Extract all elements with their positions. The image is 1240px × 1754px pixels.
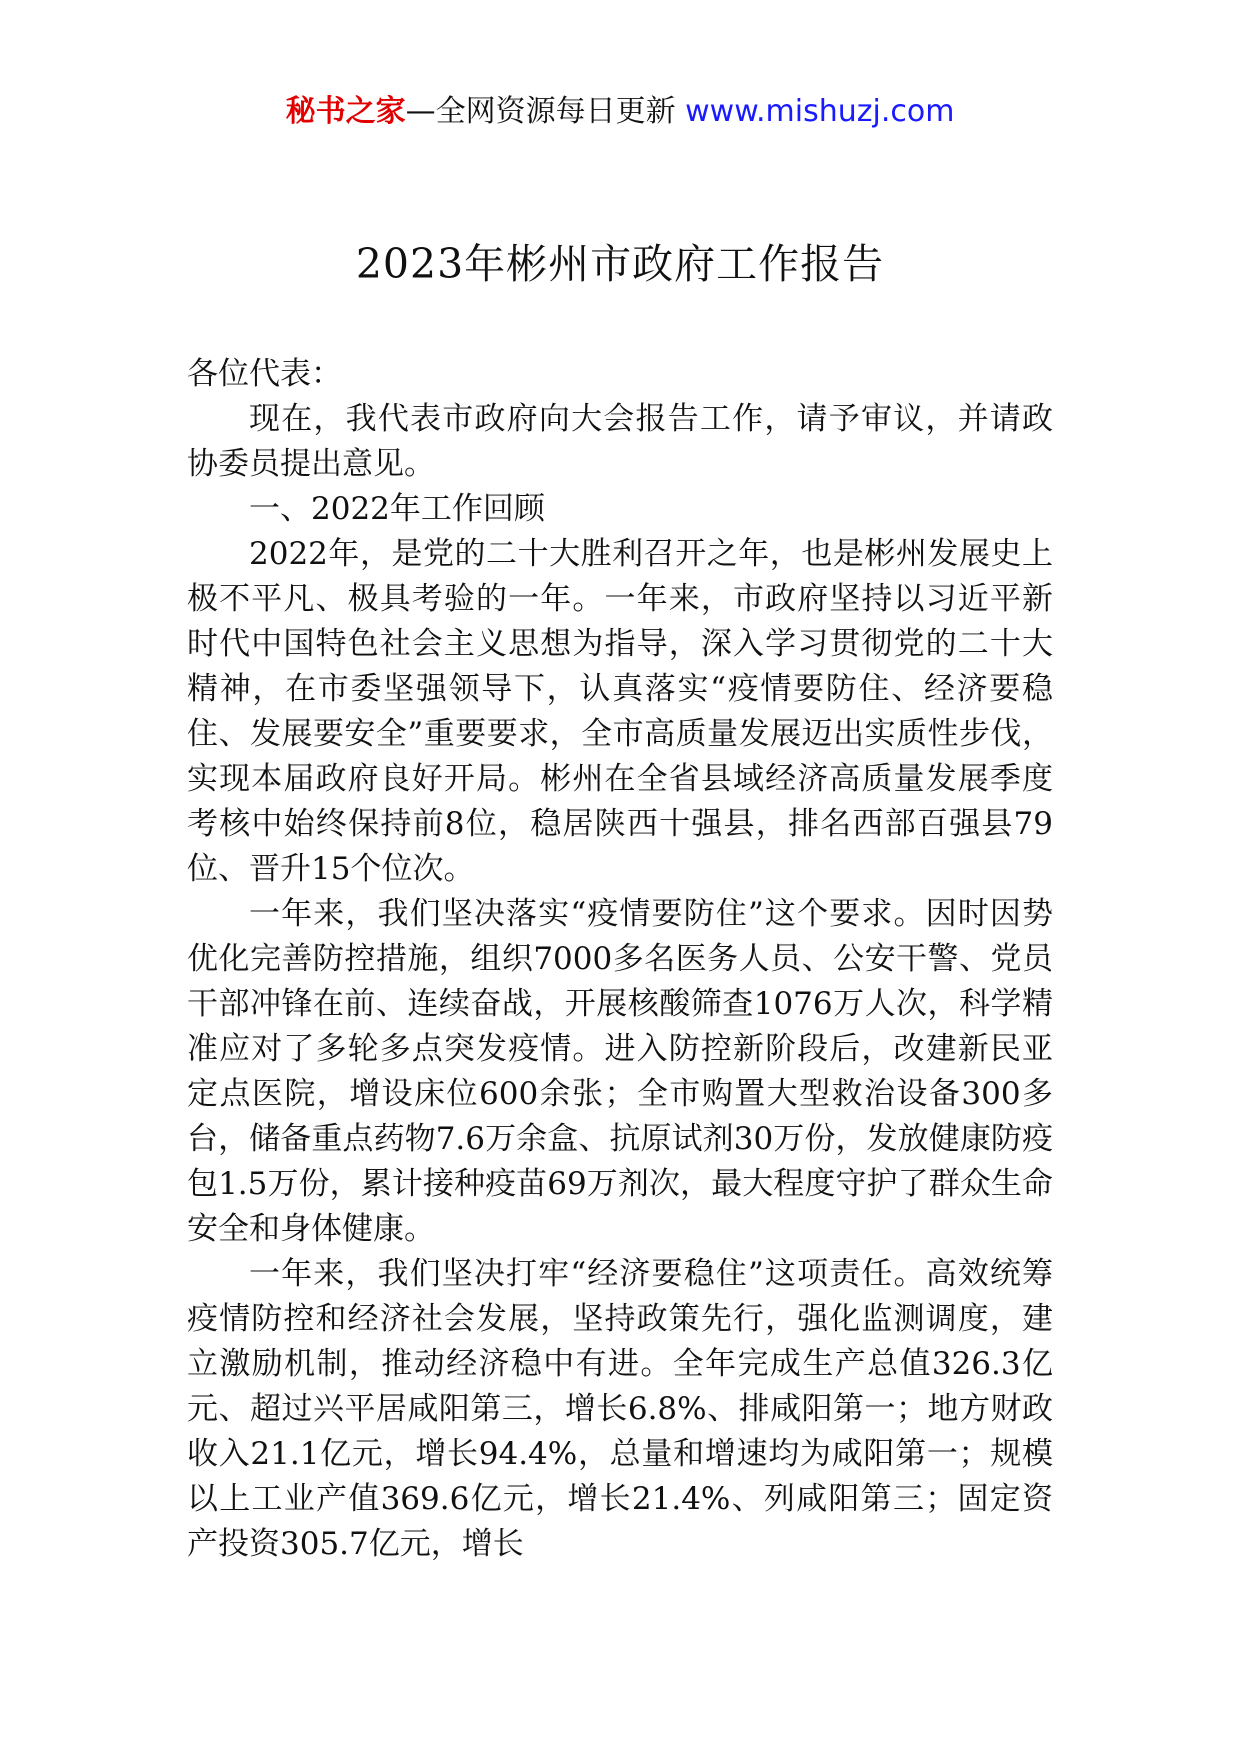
paragraph-intro: 现在，我代表市政府向大会报告工作，请予审议，并请政协委员提出意见。 [187,401,1053,482]
brand-name: 秘书之家 [285,94,406,129]
section-heading: 一、2022年工作回顾 [249,491,545,527]
paragraph-overview: 2022年，是党的二十大胜利召开之年，也是彬州发展史上极不平凡、极具考验的一年。一年来，市政府坚持以习近平新时代中国特色社会主义思想为指导，深入学习贯彻党的二十大精神，在市委坚强领导下，认真落实“疫情要防住、经济要稳住、发展要安全”重要要求，全市高质量发展迈出实质性步伐，实现本届政府良好开局。彬州在全省县域经济高质量发展季度考核中始终保持前8位，稳居陕西十强县，排名西部百强县79位、晋升15个位次。 [187,536,1053,887]
header-slogan: —全网资源每日更新 [405,94,676,129]
salutation: 各位代表： [187,356,342,392]
document-title: 2023年彬州市政府工作报告 [355,240,885,288]
paragraph-economy: 一年来，我们坚决打牢“经济要稳住”这项责任。高效统筹疫情防控和经济社会发展，坚持政策先行，强化监测调度，建立激励机制，推动经济稳中有进。全年完成生产总值326.3亿元、超过兴平居咸阳第三，增长6.8%、排咸阳第一；地方财政收入21.1亿元，增长94.4%，总量和增速均为咸阳第一；规模以上工业产值369.6亿元，增长21.4%、列咸阳第三；固定资产投资305.7亿元，增长 [187,1256,1053,1562]
website-link[interactable]: www.mishuzj.com [685,94,955,129]
paragraph-epidemic: 一年来，我们坚决落实“疫情要防住”这个要求。因时因势优化完善防控措施，组织7000多名医务人员、公安干警、党员干部冲锋在前、连续奋战，开展核酸筛查1076万人次，科学精准应对了多轮多点突发疫情。进入防控新阶段后，改建新民亚定点医院，增设床位600余张；全市购置大型救治设备300多台，储备重点药物7.6万余盒、抗原试剂30万份，发放健康防疫包1.5万份，累计接种疫苗69万剂次，最大程度守护了群众生命安全和身体健康。 [187,896,1053,1247]
document-body [187,352,1053,1567]
site-header [0,92,1240,132]
